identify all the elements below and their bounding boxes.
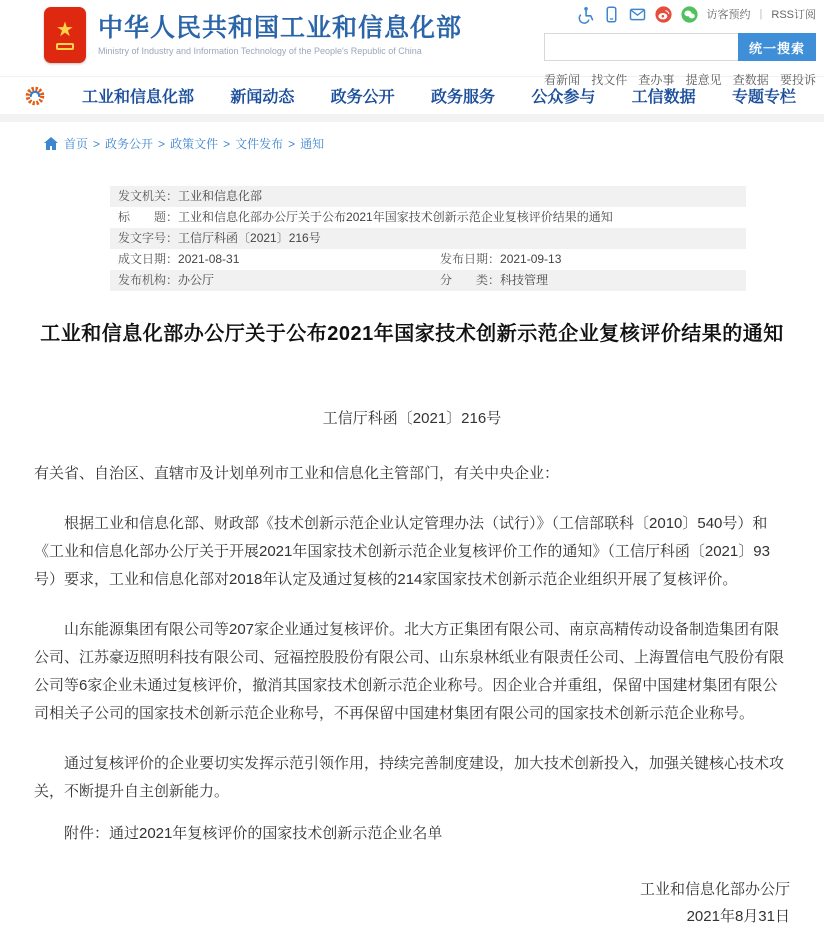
breadcrumb-gov-open[interactable]: 政务公开 [105, 137, 154, 151]
body-paragraph-1: 根据工业和信息化部、财政部《技术创新示范企业认定管理办法（试行）》（工信部联科〔2010〕540号）和《工业和信息化部办公厅关于开展2021年国家技术创新示范企业复核评价工作的通知》（工信厅科函〔2021〕93号）要求，工业和信息化部对2018年认定及通过复核的214家国家技术创新示范企业组织开展了复核评价。 [34, 515, 770, 588]
nav-item-gov-service[interactable]: 政务服务 [430, 89, 495, 106]
salutation: 有关省、自治区、直辖市及计划单列市工业和信息化主管部门，有关中央企业： [34, 465, 560, 482]
article [0, 319, 824, 930]
nav-item-topics[interactable]: 专题专栏 [731, 89, 796, 106]
site-header [0, 0, 824, 87]
quick-link-complaint[interactable]: 要投诉 [779, 73, 816, 87]
info-value: 工信厅科函〔2021〕216号 [178, 231, 321, 245]
attachment-line: 附件：通过2021年复核评价的国家技术创新示范企业名单 [64, 825, 443, 842]
doc-info-row-issuing-authority [110, 186, 746, 207]
body-paragraph-2: 山东能源集团有限公司等207家企业通过复核评价。北大方正集团有限公司、南京高精传动设备制造集团有限公司、江苏豪迈照明科技有限公司、冠福控股股份有限公司、山东泉林纸业有限责任公司、上海置信电气股份有限公司等6家企业未通过复核评价，撤消其国家技术创新示范企业称号。因企业合并重组，保留中国建材集团有限公司相关子公司的国家技术创新示范企业称号，不再保留中国建材集团有限公司的国家技术创新示范企业称号。 [34, 621, 785, 722]
info-label: 发文机关： [118, 189, 179, 203]
info-label: 分 类： [440, 273, 501, 287]
quick-link-feedback[interactable]: 提意见 [685, 73, 722, 87]
search-bar [544, 33, 816, 61]
info-value: 2021-09-13 [500, 252, 562, 266]
quick-link-news[interactable]: 看新闻 [544, 73, 581, 87]
site-logo-link[interactable] [44, 7, 462, 63]
header-utilities [544, 4, 816, 88]
signature-block [34, 876, 790, 930]
quick-link-services[interactable]: 查办事 [638, 73, 675, 87]
info-label: 发文字号： [118, 231, 179, 245]
breadcrumb-policy-files[interactable]: 政策文件 [170, 137, 219, 151]
doc-info-row-dates [110, 249, 746, 270]
nav-item-news[interactable]: 新闻动态 [230, 89, 295, 106]
mail-icon[interactable] [629, 6, 646, 23]
breadcrumb-separator: > [288, 136, 296, 151]
utility-divider: | [759, 8, 763, 20]
site-title-block [98, 7, 462, 56]
info-label: 成文日期： [118, 252, 179, 266]
nav-item-participation[interactable]: 公众参与 [531, 89, 596, 106]
mobile-icon[interactable] [603, 6, 620, 23]
body-paragraph-3: 通过复核评价的企业要切实发挥示范引领作用，持续完善制度建设，加大技术创新投入，加强关键核心技术攻关，不断提升自主创新能力。 [34, 755, 785, 800]
breadcrumb-notice[interactable]: 通知 [300, 137, 325, 151]
breadcrumb-separator: > [93, 136, 101, 151]
info-value: 工业和信息化部办公厅关于公布2021年国家技术创新示范企业复核评价结果的通知 [178, 210, 613, 224]
home-icon [44, 137, 58, 150]
rss-link[interactable]: RSS订阅 [771, 9, 816, 21]
miit-gear-logo-icon [24, 85, 46, 107]
visitor-reservation-link[interactable]: 访客预约 [706, 9, 751, 21]
search-input[interactable] [544, 33, 738, 61]
accessibility-icon[interactable] [577, 6, 594, 23]
breadcrumb-separator: > [158, 136, 166, 151]
page-title: 工业和信息化部办公厅关于公布2021年国家技术创新示范企业复核评价结果的通知 [40, 323, 784, 345]
info-label: 标 题： [118, 210, 179, 224]
doc-number: 工信厅科函〔2021〕216号 [322, 410, 502, 427]
nav-item-gov-open[interactable]: 政务公开 [330, 89, 395, 106]
site-subtitle: Ministry of Industry and Information Technology of the People's Republic of China [98, 46, 422, 56]
national-emblem-icon: ★ [44, 7, 86, 63]
signature-org: 工业和信息化部办公厅 [639, 881, 790, 898]
unified-search-button[interactable]: 统一搜索 [738, 33, 816, 61]
doc-info-row-title [110, 207, 746, 228]
breadcrumb-file-release[interactable]: 文件发布 [235, 137, 284, 151]
nav-divider-band [0, 114, 824, 122]
site-title: 中华人民共和国工业和信息化部 [98, 14, 463, 42]
breadcrumb-separator: > [223, 136, 231, 151]
breadcrumb-home[interactable]: 首页 [64, 137, 89, 151]
nav-item-data[interactable]: 工信数据 [631, 89, 696, 106]
quick-link-files[interactable]: 找文件 [591, 73, 628, 87]
quick-links-row [544, 71, 816, 88]
doc-info-row-doc-number [110, 228, 746, 249]
info-value: 科技管理 [500, 273, 549, 287]
doc-info-table [110, 186, 746, 291]
info-value: 工业和信息化部 [178, 189, 263, 203]
info-label: 发布机构： [118, 273, 179, 287]
info-value: 办公厅 [178, 273, 215, 287]
info-label: 发布日期： [440, 252, 501, 266]
nav-item-miit[interactable]: 工业和信息化部 [82, 89, 195, 106]
signature-date: 2021年8月31日 [686, 908, 790, 925]
weibo-icon[interactable] [655, 6, 672, 23]
utility-row [544, 4, 816, 24]
doc-info-row-publisher-category [110, 270, 746, 291]
breadcrumb [0, 122, 824, 152]
wechat-icon[interactable] [681, 6, 698, 23]
quick-link-data[interactable]: 查数据 [732, 73, 769, 87]
info-value: 2021-08-31 [178, 252, 240, 266]
